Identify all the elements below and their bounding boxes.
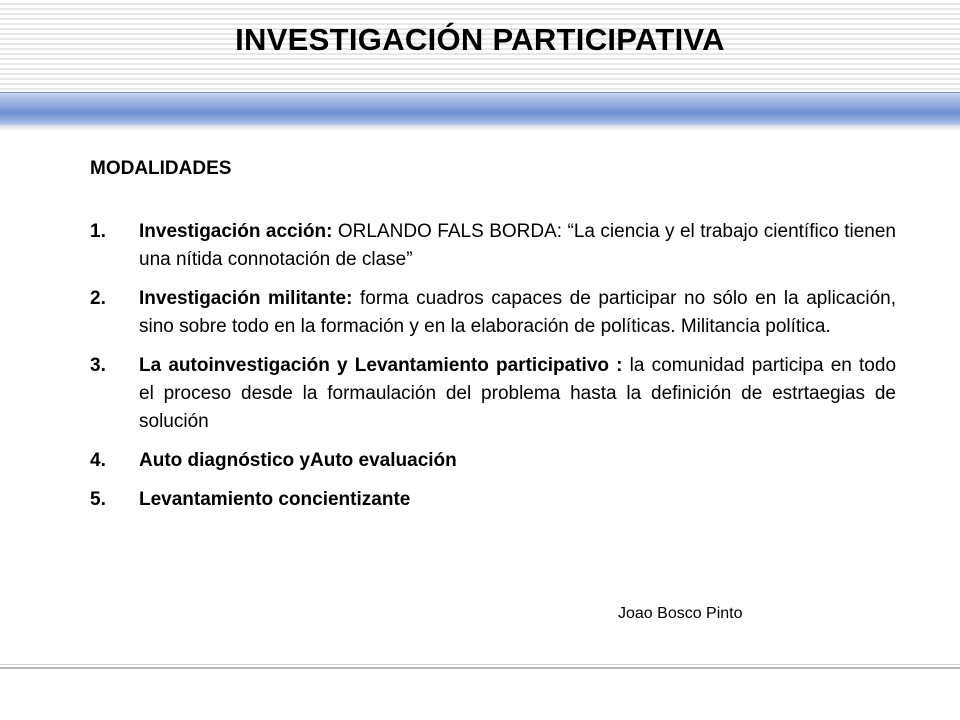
- author-credit: Joao Bosco Pinto: [618, 605, 743, 622]
- list-item: [90, 285, 896, 341]
- item-number: 2.: [90, 288, 106, 309]
- list-item: [90, 352, 896, 436]
- item-number: 4.: [90, 450, 106, 471]
- item-lead: Levantamiento concientizante: [139, 489, 411, 510]
- section-heading: MODALIDADES: [90, 158, 232, 179]
- item-number: 1.: [90, 221, 106, 242]
- list-item: [90, 486, 896, 514]
- item-number: 3.: [90, 355, 106, 376]
- item-lead: La autoinvestigación y Levantamiento participativo :: [139, 355, 623, 376]
- item-number: 5.: [90, 489, 106, 510]
- list-item: [90, 447, 896, 475]
- footer-divider: [0, 664, 960, 672]
- divider-shadow: [0, 125, 960, 131]
- item-text: ORLANDO FALS BORDA: “La ciencia y el trabajo científico tienen una nítida connotación de clase”: [139, 221, 896, 270]
- item-lead: Auto diagnóstico yAuto evaluación: [139, 450, 457, 471]
- item-lead: Investigación militante:: [139, 288, 353, 309]
- item-text: forma cuadros capaces de participar no sólo en la aplicación, sino sobre todo en la formación y en la elaboración de políticas. Militancia política.: [139, 288, 897, 337]
- slide-body: [90, 158, 896, 525]
- item-text: la comunidad participa en todo el proceso desde la formaulación del problema hasta la definición de estrtaegias de solución: [139, 355, 897, 432]
- item-lead: Investigación acción:: [139, 221, 333, 242]
- slide-title: INVESTIGACIÓN PARTICIPATIVA: [235, 22, 725, 57]
- list-item: [90, 218, 896, 274]
- title-divider-bar: [0, 92, 960, 126]
- modalities-list: [90, 218, 896, 514]
